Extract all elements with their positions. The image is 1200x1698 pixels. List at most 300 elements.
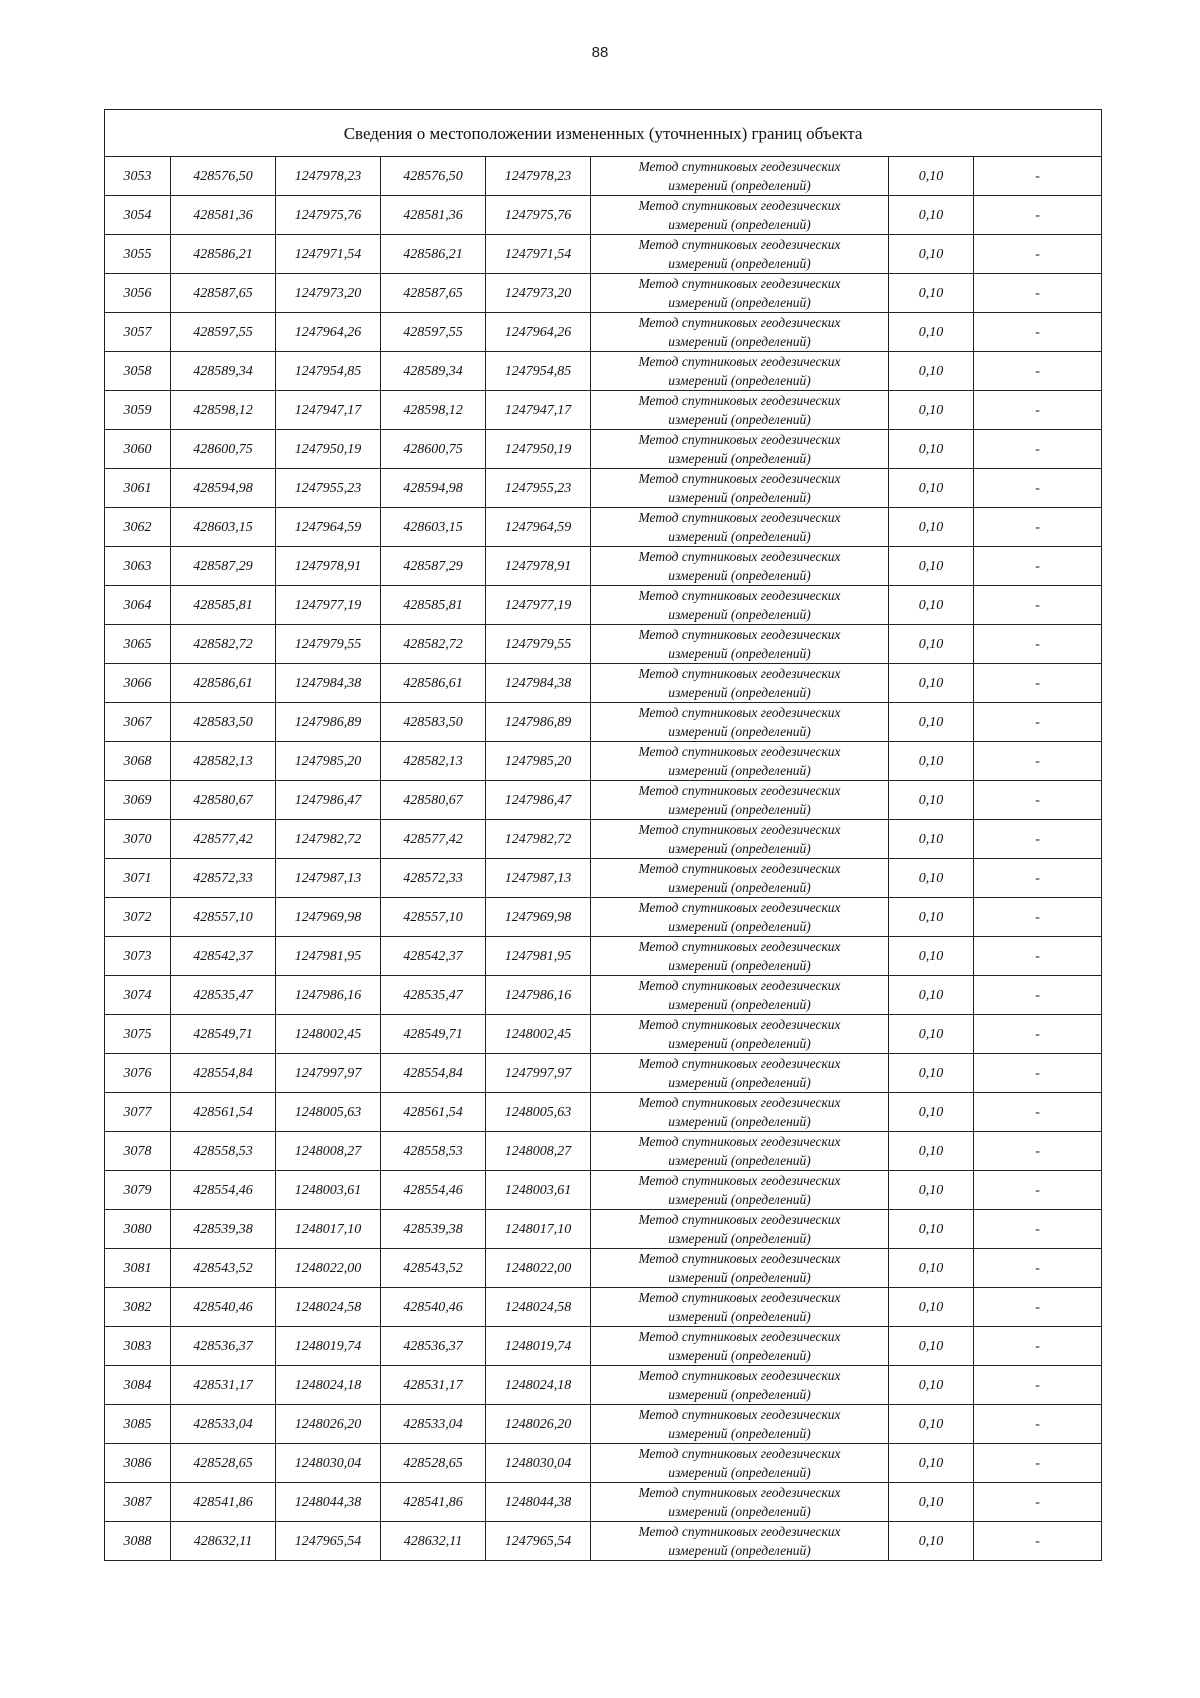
method-line-1: Метод спутниковых геодезических <box>638 783 841 798</box>
accuracy-cell: 0,10 <box>889 781 974 820</box>
y-existing-cell: 1247950,19 <box>276 430 381 469</box>
y-refined-cell: 1247969,98 <box>486 898 591 937</box>
method-cell <box>591 898 889 937</box>
y-refined-cell: 1247978,23 <box>486 157 591 196</box>
y-existing-cell: 1247954,85 <box>276 352 381 391</box>
accuracy-cell: 0,10 <box>889 352 974 391</box>
x-existing-cell: 428580,67 <box>171 781 276 820</box>
accuracy-cell: 0,10 <box>889 469 974 508</box>
y-existing-cell: 1248002,45 <box>276 1015 381 1054</box>
point-number-cell: 3072 <box>105 898 171 937</box>
x-refined-cell: 428543,52 <box>381 1249 486 1288</box>
x-existing-cell: 428581,36 <box>171 196 276 235</box>
accuracy-cell: 0,10 <box>889 508 974 547</box>
method-cell <box>591 1132 889 1171</box>
x-existing-cell: 428587,29 <box>171 547 276 586</box>
method-cell <box>591 781 889 820</box>
method-line-1: Метод спутниковых геодезических <box>638 978 841 993</box>
table-row <box>105 313 1102 352</box>
x-refined-cell: 428585,81 <box>381 586 486 625</box>
note-cell: - <box>974 1132 1102 1171</box>
x-existing-cell: 428577,42 <box>171 820 276 859</box>
method-line-2: измерений (определений) <box>668 1192 811 1207</box>
x-refined-cell: 428576,50 <box>381 157 486 196</box>
table-row <box>105 703 1102 742</box>
method-cell <box>591 1054 889 1093</box>
point-number-cell: 3086 <box>105 1444 171 1483</box>
accuracy-cell: 0,10 <box>889 547 974 586</box>
x-refined-cell: 428598,12 <box>381 391 486 430</box>
method-line-1: Метод спутниковых геодезических <box>638 159 841 174</box>
method-line-2: измерений (определений) <box>668 958 811 973</box>
table-row <box>105 976 1102 1015</box>
method-line-1: Метод спутниковых геодезических <box>638 900 841 915</box>
method-line-2: измерений (определений) <box>668 1231 811 1246</box>
point-number-cell: 3056 <box>105 274 171 313</box>
note-cell: - <box>974 1249 1102 1288</box>
y-existing-cell: 1247978,23 <box>276 157 381 196</box>
note-cell: - <box>974 820 1102 859</box>
y-refined-cell: 1247973,20 <box>486 274 591 313</box>
method-line-1: Метод спутниковых геодезических <box>638 1173 841 1188</box>
table-row <box>105 430 1102 469</box>
note-cell: - <box>974 1483 1102 1522</box>
note-cell: - <box>974 469 1102 508</box>
x-existing-cell: 428540,46 <box>171 1288 276 1327</box>
x-refined-cell: 428581,36 <box>381 196 486 235</box>
y-existing-cell: 1247955,23 <box>276 469 381 508</box>
method-line-2: измерений (определений) <box>668 1114 811 1129</box>
table-row <box>105 1210 1102 1249</box>
x-existing-cell: 428558,53 <box>171 1132 276 1171</box>
table-row <box>105 664 1102 703</box>
x-existing-cell: 428587,65 <box>171 274 276 313</box>
table-row <box>105 586 1102 625</box>
method-line-1: Метод спутниковых геодезических <box>638 1407 841 1422</box>
method-line-1: Метод спутниковых геодезических <box>638 315 841 330</box>
table-row <box>105 274 1102 313</box>
method-cell <box>591 1522 889 1561</box>
point-number-cell: 3077 <box>105 1093 171 1132</box>
method-cell <box>591 742 889 781</box>
point-number-cell: 3083 <box>105 1327 171 1366</box>
note-cell: - <box>974 1171 1102 1210</box>
method-cell <box>591 1483 889 1522</box>
note-cell: - <box>974 898 1102 937</box>
accuracy-cell: 0,10 <box>889 976 974 1015</box>
method-line-2: измерений (определений) <box>668 802 811 817</box>
x-refined-cell: 428572,33 <box>381 859 486 898</box>
method-line-2: измерений (определений) <box>668 1543 811 1558</box>
y-existing-cell: 1247981,95 <box>276 937 381 976</box>
method-line-1: Метод спутниковых геодезических <box>638 354 841 369</box>
point-number-cell: 3082 <box>105 1288 171 1327</box>
note-cell: - <box>974 1288 1102 1327</box>
y-existing-cell: 1247964,26 <box>276 313 381 352</box>
x-refined-cell: 428587,65 <box>381 274 486 313</box>
note-cell: - <box>974 1522 1102 1561</box>
accuracy-cell: 0,10 <box>889 1288 974 1327</box>
x-refined-cell: 428580,67 <box>381 781 486 820</box>
table-row <box>105 820 1102 859</box>
point-number-cell: 3088 <box>105 1522 171 1561</box>
y-existing-cell: 1248008,27 <box>276 1132 381 1171</box>
method-line-1: Метод спутниковых геодезических <box>638 1485 841 1500</box>
accuracy-cell: 0,10 <box>889 1405 974 1444</box>
method-line-2: измерений (определений) <box>668 1426 811 1441</box>
accuracy-cell: 0,10 <box>889 430 974 469</box>
x-existing-cell: 428561,54 <box>171 1093 276 1132</box>
x-existing-cell: 428549,71 <box>171 1015 276 1054</box>
x-refined-cell: 428558,53 <box>381 1132 486 1171</box>
method-cell <box>591 157 889 196</box>
note-cell: - <box>974 352 1102 391</box>
accuracy-cell: 0,10 <box>889 859 974 898</box>
y-refined-cell: 1248022,00 <box>486 1249 591 1288</box>
method-cell <box>591 235 889 274</box>
x-refined-cell: 428597,55 <box>381 313 486 352</box>
method-line-2: измерений (определений) <box>668 1348 811 1363</box>
x-refined-cell: 428539,38 <box>381 1210 486 1249</box>
method-line-1: Метод спутниковых геодезических <box>638 1290 841 1305</box>
y-refined-cell: 1247986,16 <box>486 976 591 1015</box>
table-row <box>105 391 1102 430</box>
table-row <box>105 196 1102 235</box>
point-number-cell: 3058 <box>105 352 171 391</box>
y-existing-cell: 1248024,18 <box>276 1366 381 1405</box>
y-refined-cell: 1247986,89 <box>486 703 591 742</box>
note-cell: - <box>974 625 1102 664</box>
x-existing-cell: 428535,47 <box>171 976 276 1015</box>
method-line-2: измерений (определений) <box>668 607 811 622</box>
method-cell <box>591 937 889 976</box>
y-existing-cell: 1247985,20 <box>276 742 381 781</box>
x-refined-cell: 428535,47 <box>381 976 486 1015</box>
method-line-1: Метод спутниковых геодезических <box>638 471 841 486</box>
table-row <box>105 1327 1102 1366</box>
point-number-cell: 3062 <box>105 508 171 547</box>
method-line-1: Метод спутниковых геодезических <box>638 588 841 603</box>
y-existing-cell: 1247973,20 <box>276 274 381 313</box>
accuracy-cell: 0,10 <box>889 1210 974 1249</box>
method-line-2: измерений (определений) <box>668 412 811 427</box>
table-row <box>105 1249 1102 1288</box>
accuracy-cell: 0,10 <box>889 1093 974 1132</box>
y-refined-cell: 1248044,38 <box>486 1483 591 1522</box>
method-line-2: измерений (определений) <box>668 568 811 583</box>
y-refined-cell: 1248003,61 <box>486 1171 591 1210</box>
method-cell <box>591 547 889 586</box>
method-cell <box>591 196 889 235</box>
y-refined-cell: 1248005,63 <box>486 1093 591 1132</box>
method-cell <box>591 1327 889 1366</box>
x-existing-cell: 428600,75 <box>171 430 276 469</box>
y-existing-cell: 1247964,59 <box>276 508 381 547</box>
method-cell <box>591 625 889 664</box>
y-existing-cell: 1248005,63 <box>276 1093 381 1132</box>
point-number-cell: 3061 <box>105 469 171 508</box>
method-line-1: Метод спутниковых геодезических <box>638 1446 841 1461</box>
x-existing-cell: 428531,17 <box>171 1366 276 1405</box>
x-existing-cell: 428585,81 <box>171 586 276 625</box>
y-existing-cell: 1247971,54 <box>276 235 381 274</box>
method-line-1: Метод спутниковых геодезических <box>638 939 841 954</box>
y-refined-cell: 1247977,19 <box>486 586 591 625</box>
table-row <box>105 508 1102 547</box>
point-number-cell: 3064 <box>105 586 171 625</box>
y-existing-cell: 1248024,58 <box>276 1288 381 1327</box>
note-cell: - <box>974 1444 1102 1483</box>
method-cell <box>591 1210 889 1249</box>
y-existing-cell: 1247947,17 <box>276 391 381 430</box>
accuracy-cell: 0,10 <box>889 742 974 781</box>
note-cell: - <box>974 742 1102 781</box>
x-existing-cell: 428572,33 <box>171 859 276 898</box>
note-cell: - <box>974 586 1102 625</box>
y-refined-cell: 1247947,17 <box>486 391 591 430</box>
point-number-cell: 3087 <box>105 1483 171 1522</box>
method-line-1: Метод спутниковых геодезических <box>638 1095 841 1110</box>
x-refined-cell: 428554,46 <box>381 1171 486 1210</box>
method-line-2: измерений (определений) <box>668 373 811 388</box>
x-existing-cell: 428542,37 <box>171 937 276 976</box>
method-cell <box>591 469 889 508</box>
x-refined-cell: 428587,29 <box>381 547 486 586</box>
y-refined-cell: 1247979,55 <box>486 625 591 664</box>
method-line-1: Метод спутниковых геодезических <box>638 393 841 408</box>
accuracy-cell: 0,10 <box>889 313 974 352</box>
note-cell: - <box>974 664 1102 703</box>
point-number-cell: 3066 <box>105 664 171 703</box>
method-cell <box>591 703 889 742</box>
table-row <box>105 1405 1102 1444</box>
table-heading-row <box>105 110 1102 157</box>
accuracy-cell: 0,10 <box>889 235 974 274</box>
point-number-cell: 3076 <box>105 1054 171 1093</box>
note-cell: - <box>974 1054 1102 1093</box>
method-cell <box>591 586 889 625</box>
accuracy-cell: 0,10 <box>889 1171 974 1210</box>
method-cell <box>591 1405 889 1444</box>
y-refined-cell: 1248024,18 <box>486 1366 591 1405</box>
method-line-2: измерений (определений) <box>668 997 811 1012</box>
x-existing-cell: 428554,84 <box>171 1054 276 1093</box>
accuracy-cell: 0,10 <box>889 937 974 976</box>
method-cell <box>591 430 889 469</box>
method-line-1: Метод спутниковых геодезических <box>638 822 841 837</box>
y-refined-cell: 1247997,97 <box>486 1054 591 1093</box>
y-existing-cell: 1247986,16 <box>276 976 381 1015</box>
note-cell: - <box>974 1327 1102 1366</box>
method-line-1: Метод спутниковых геодезических <box>638 237 841 252</box>
table-row <box>105 1366 1102 1405</box>
accuracy-cell: 0,10 <box>889 1015 974 1054</box>
method-cell <box>591 274 889 313</box>
y-existing-cell: 1247969,98 <box>276 898 381 937</box>
method-line-1: Метод спутниковых геодезических <box>638 744 841 759</box>
y-existing-cell: 1248022,00 <box>276 1249 381 1288</box>
method-cell <box>591 313 889 352</box>
accuracy-cell: 0,10 <box>889 625 974 664</box>
x-refined-cell: 428536,37 <box>381 1327 486 1366</box>
accuracy-cell: 0,10 <box>889 196 974 235</box>
point-number-cell: 3068 <box>105 742 171 781</box>
method-cell <box>591 508 889 547</box>
y-refined-cell: 1247985,20 <box>486 742 591 781</box>
y-existing-cell: 1247978,91 <box>276 547 381 586</box>
point-number-cell: 3074 <box>105 976 171 1015</box>
x-refined-cell: 428582,72 <box>381 625 486 664</box>
method-line-2: измерений (определений) <box>668 1075 811 1090</box>
note-cell: - <box>974 1405 1102 1444</box>
accuracy-cell: 0,10 <box>889 157 974 196</box>
x-existing-cell: 428594,98 <box>171 469 276 508</box>
method-line-2: измерений (определений) <box>668 919 811 934</box>
note-cell: - <box>974 781 1102 820</box>
method-line-1: Метод спутниковых геодезических <box>638 1251 841 1266</box>
table-row <box>105 781 1102 820</box>
point-number-cell: 3069 <box>105 781 171 820</box>
x-refined-cell: 428528,65 <box>381 1444 486 1483</box>
method-line-1: Метод спутниковых геодезических <box>638 705 841 720</box>
accuracy-cell: 0,10 <box>889 664 974 703</box>
table-row <box>105 1444 1102 1483</box>
method-line-2: измерений (определений) <box>668 217 811 232</box>
x-existing-cell: 428603,15 <box>171 508 276 547</box>
table-row <box>105 235 1102 274</box>
boundary-coordinates-table <box>104 109 1102 1561</box>
y-existing-cell: 1247982,72 <box>276 820 381 859</box>
method-line-1: Метод спутниковых геодезических <box>638 1212 841 1227</box>
note-cell: - <box>974 274 1102 313</box>
point-number-cell: 3065 <box>105 625 171 664</box>
note-cell: - <box>974 157 1102 196</box>
y-refined-cell: 1247978,91 <box>486 547 591 586</box>
method-line-2: измерений (определений) <box>668 841 811 856</box>
accuracy-cell: 0,10 <box>889 1249 974 1288</box>
method-cell <box>591 352 889 391</box>
point-number-cell: 3080 <box>105 1210 171 1249</box>
x-existing-cell: 428632,11 <box>171 1522 276 1561</box>
accuracy-cell: 0,10 <box>889 1327 974 1366</box>
y-existing-cell: 1248026,20 <box>276 1405 381 1444</box>
method-line-1: Метод спутниковых геодезических <box>638 276 841 291</box>
y-refined-cell: 1247964,59 <box>486 508 591 547</box>
note-cell: - <box>974 508 1102 547</box>
point-number-cell: 3057 <box>105 313 171 352</box>
method-cell <box>591 391 889 430</box>
method-cell <box>591 1249 889 1288</box>
x-refined-cell: 428594,98 <box>381 469 486 508</box>
x-existing-cell: 428597,55 <box>171 313 276 352</box>
accuracy-cell: 0,10 <box>889 820 974 859</box>
table-row <box>105 352 1102 391</box>
method-cell <box>591 1366 889 1405</box>
method-line-1: Метод спутниковых геодезических <box>638 1056 841 1071</box>
x-existing-cell: 428557,10 <box>171 898 276 937</box>
y-refined-cell: 1248008,27 <box>486 1132 591 1171</box>
method-cell <box>591 1288 889 1327</box>
y-refined-cell: 1247965,54 <box>486 1522 591 1561</box>
accuracy-cell: 0,10 <box>889 1522 974 1561</box>
x-refined-cell: 428554,84 <box>381 1054 486 1093</box>
accuracy-cell: 0,10 <box>889 586 974 625</box>
point-number-cell: 3085 <box>105 1405 171 1444</box>
point-number-cell: 3075 <box>105 1015 171 1054</box>
point-number-cell: 3059 <box>105 391 171 430</box>
accuracy-cell: 0,10 <box>889 1054 974 1093</box>
method-cell <box>591 1444 889 1483</box>
note-cell: - <box>974 391 1102 430</box>
table-row <box>105 547 1102 586</box>
method-line-2: измерений (определений) <box>668 685 811 700</box>
y-existing-cell: 1247986,89 <box>276 703 381 742</box>
table-row <box>105 742 1102 781</box>
table-row <box>105 1054 1102 1093</box>
y-existing-cell: 1247977,19 <box>276 586 381 625</box>
x-refined-cell: 428531,17 <box>381 1366 486 1405</box>
x-existing-cell: 428536,37 <box>171 1327 276 1366</box>
x-existing-cell: 428589,34 <box>171 352 276 391</box>
y-refined-cell: 1247984,38 <box>486 664 591 703</box>
method-line-2: измерений (определений) <box>668 646 811 661</box>
method-line-2: измерений (определений) <box>668 1504 811 1519</box>
method-cell <box>591 1093 889 1132</box>
note-cell: - <box>974 196 1102 235</box>
method-cell <box>591 820 889 859</box>
table-heading: Сведения о местоположении измененных (уточненных) границ объекта <box>105 110 1102 157</box>
method-line-2: измерений (определений) <box>668 1036 811 1051</box>
point-number-cell: 3063 <box>105 547 171 586</box>
y-refined-cell: 1247982,72 <box>486 820 591 859</box>
point-number-cell: 3070 <box>105 820 171 859</box>
note-cell: - <box>974 1015 1102 1054</box>
note-cell: - <box>974 547 1102 586</box>
y-existing-cell: 1247984,38 <box>276 664 381 703</box>
method-line-2: измерений (определений) <box>668 256 811 271</box>
x-refined-cell: 428586,61 <box>381 664 486 703</box>
x-existing-cell: 428533,04 <box>171 1405 276 1444</box>
table-row <box>105 1093 1102 1132</box>
x-existing-cell: 428586,21 <box>171 235 276 274</box>
point-number-cell: 3053 <box>105 157 171 196</box>
method-line-1: Метод спутниковых геодезических <box>638 1017 841 1032</box>
note-cell: - <box>974 937 1102 976</box>
point-number-cell: 3073 <box>105 937 171 976</box>
y-refined-cell: 1248017,10 <box>486 1210 591 1249</box>
table-row <box>105 937 1102 976</box>
x-refined-cell: 428541,86 <box>381 1483 486 1522</box>
x-existing-cell: 428582,13 <box>171 742 276 781</box>
point-number-cell: 3067 <box>105 703 171 742</box>
method-line-2: измерений (определений) <box>668 529 811 544</box>
x-refined-cell: 428577,42 <box>381 820 486 859</box>
table-row <box>105 469 1102 508</box>
method-line-2: измерений (определений) <box>668 1153 811 1168</box>
accuracy-cell: 0,10 <box>889 1366 974 1405</box>
y-refined-cell: 1247955,23 <box>486 469 591 508</box>
x-refined-cell: 428600,75 <box>381 430 486 469</box>
table-row <box>105 1132 1102 1171</box>
y-existing-cell: 1247987,13 <box>276 859 381 898</box>
accuracy-cell: 0,10 <box>889 391 974 430</box>
method-cell <box>591 859 889 898</box>
table-row <box>105 1522 1102 1561</box>
point-number-cell: 3081 <box>105 1249 171 1288</box>
method-line-2: измерений (определений) <box>668 295 811 310</box>
method-line-2: измерений (определений) <box>668 334 811 349</box>
method-cell <box>591 1015 889 1054</box>
